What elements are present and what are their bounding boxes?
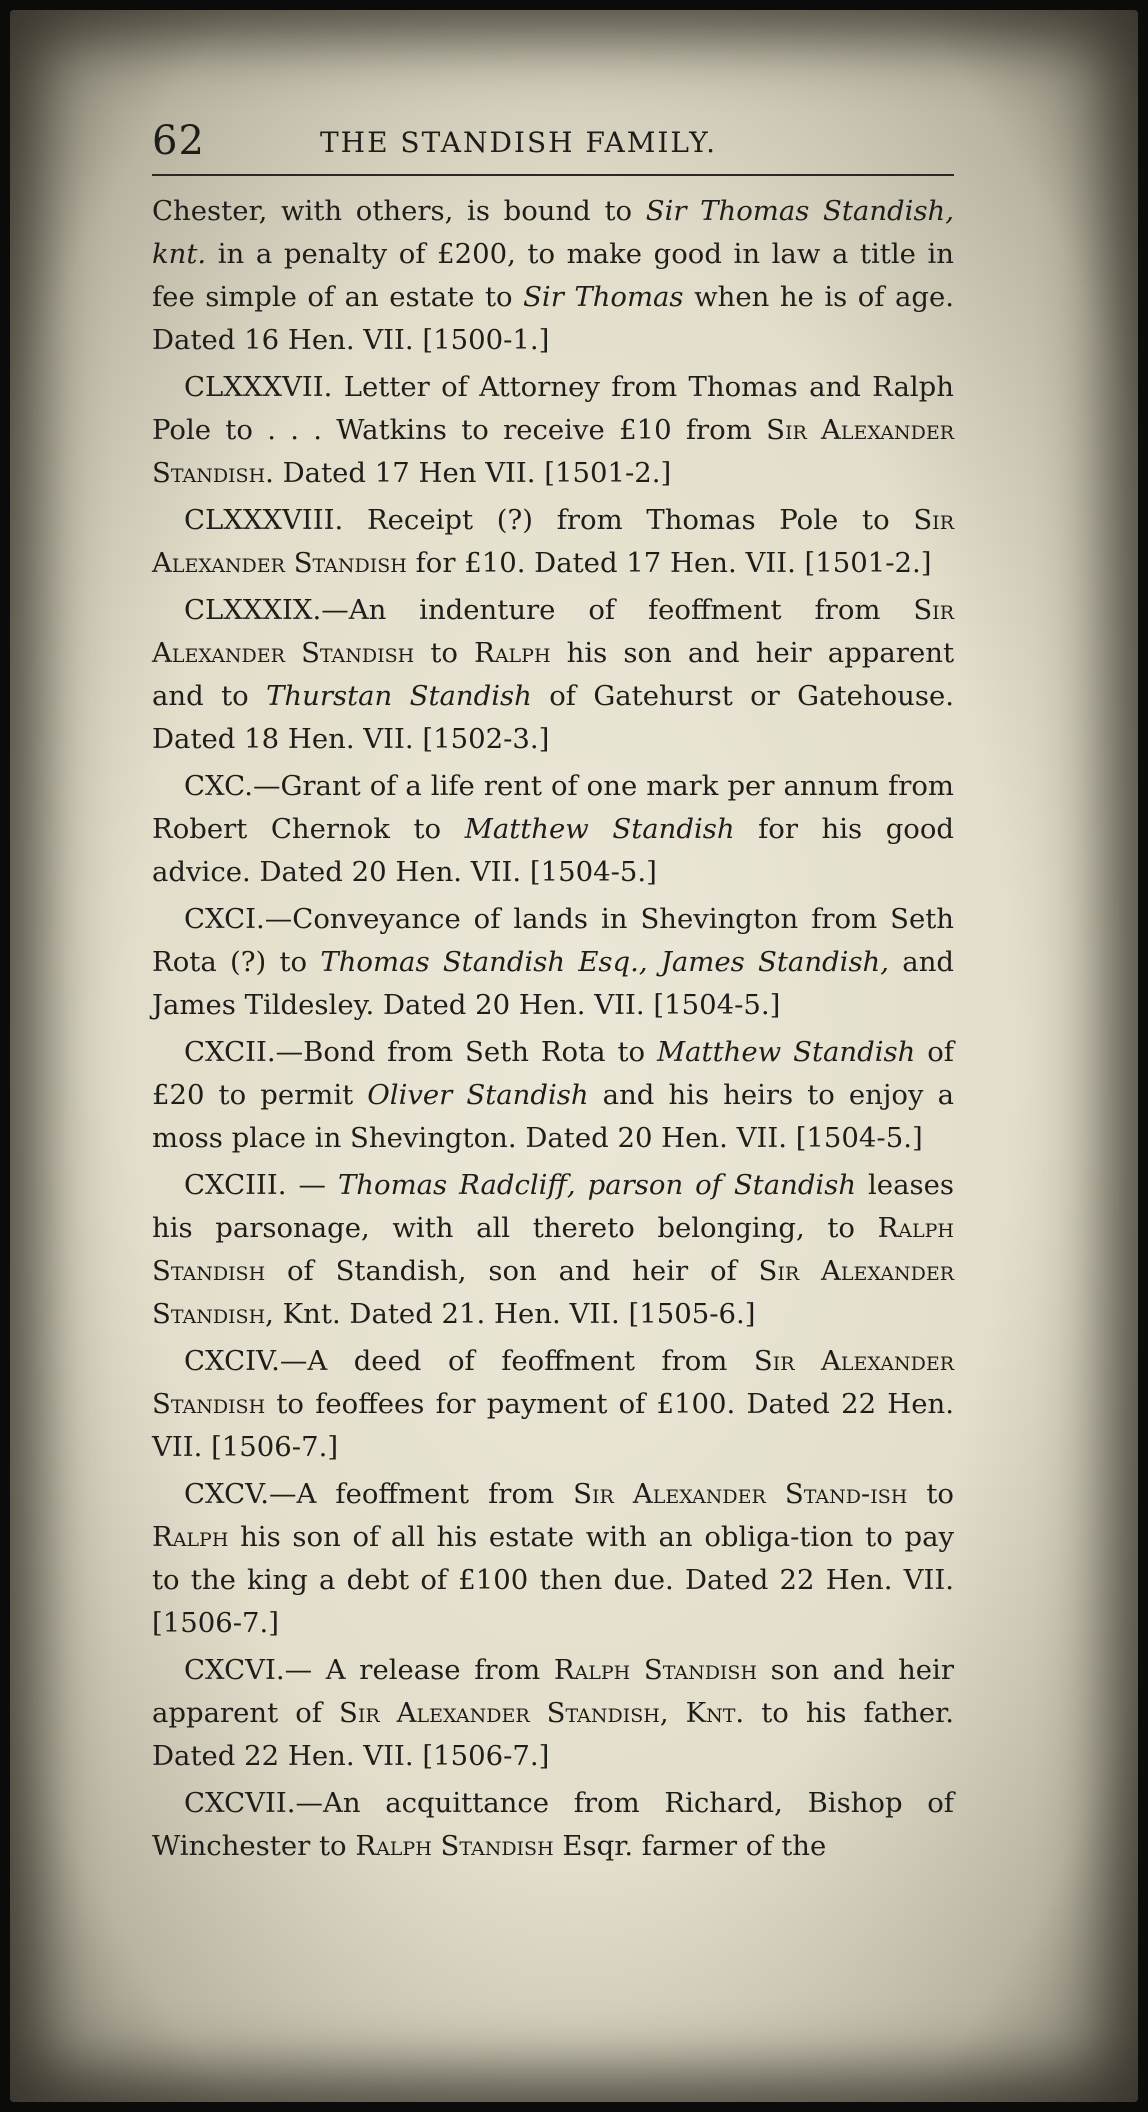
italic-text: Sir Thomas Standish, knt.	[152, 195, 955, 270]
text-run: Dated 17 Hen VII. [1501-2.]	[273, 457, 672, 489]
italic-text: Matthew Standish	[464, 813, 735, 845]
small-caps-name: Ralph Standish	[152, 1212, 954, 1287]
text-run: CLXXXIX.—An indenture of feoffment from	[184, 594, 914, 626]
text-run: CXC.—Grant of a life rent of one mark per annum from Robert Chernok to	[152, 770, 954, 845]
text-run: to	[414, 637, 475, 669]
text-run: CXCV.—A feoffment from	[184, 1478, 574, 1510]
small-caps-name: Sir Alexander Standish	[152, 1345, 955, 1420]
small-caps-name: Sir Alexander Stand-ish	[573, 1478, 908, 1510]
entry-paragraph	[152, 1031, 954, 1160]
entry-paragraph	[152, 589, 954, 761]
text-run: CXCIII. —	[184, 1169, 338, 1201]
small-caps-name: Sir Alexander Standish.	[152, 414, 954, 489]
italic-text: Thomas Standish Esq., James Standish,	[320, 946, 890, 978]
entry-paragraph	[152, 1649, 954, 1778]
text-run: leases his parsonage, with all thereto belonging, to	[152, 1169, 954, 1244]
entry-paragraph	[152, 1164, 954, 1336]
text-run: CLXXXVII. Letter of Attorney from Thomas and Ralph Pole to . . . Watkins to receive £10 from	[152, 371, 954, 446]
italic-text: Thomas Radcliff, parson of Standish	[337, 1169, 857, 1201]
text-run: in a penalty of £200, to make good in law a title in fee simple of an estate to	[152, 238, 954, 313]
entry-paragraph	[152, 1782, 954, 1868]
small-caps-name: Sir Alexander Standish	[152, 594, 954, 669]
running-head: THE STANDISH FAMILY.	[320, 126, 718, 159]
text-run: CLXXXVIII. Receipt (?) from Thomas Pole to	[184, 504, 914, 536]
page-number: 62	[152, 118, 205, 164]
text-run: son and heir apparent of	[152, 1654, 954, 1729]
text-run: for £10. Dated 17 Hen. VII. [1501-2.]	[406, 547, 932, 579]
entry-paragraph	[152, 765, 954, 894]
text-run: of Standish, son and heir of	[265, 1255, 759, 1287]
italic-text: Thurstan Standish	[266, 680, 532, 712]
text-run: and James Tildesley. Dated 20 Hen. VII. [1504-5.]	[152, 946, 955, 1021]
entry-paragraph	[152, 1340, 954, 1469]
text-run: CXCII.—Bond from Seth Rota to	[184, 1036, 657, 1068]
text-run: CXCVII.—An acquittance from Richard, Bishop of Winchester to	[152, 1787, 954, 1862]
text-run: Chester, with others, is bound to	[152, 195, 646, 227]
entry-paragraph	[152, 898, 954, 1027]
page-body	[152, 190, 954, 1868]
small-caps-name: Ralph Standish	[553, 1654, 758, 1686]
text-run: to	[907, 1478, 954, 1510]
text-run: for his good advice. Dated 20 Hen. VII. [1504-5.]	[152, 813, 955, 888]
text-run: when he is of age. Dated 16 Hen. VII. [1500-1.]	[152, 281, 954, 356]
small-caps-name: Sir Alexander Standish	[152, 504, 954, 579]
small-caps-name: Sir Alexander Standish,	[152, 1255, 954, 1330]
text-run: to feoffees for payment of £100. Dated 22 Hen. VII. [1506-7.]	[152, 1388, 954, 1463]
text-run: CXCI.—Conveyance of lands in Shevington from Seth Rota (?) to	[152, 903, 954, 978]
text-run: CXCVI.— A release from	[184, 1654, 554, 1686]
text-run: of £20 to permit	[152, 1036, 954, 1111]
entry-paragraph	[152, 1473, 954, 1645]
text-run: his son of all his estate with an obliga-tion to pay to the king a debt of £100 then due. Dated 22 Hen. VII. [1506-7.]	[152, 1521, 954, 1639]
text-run: CXCIV.—A deed of feoffment from	[184, 1345, 754, 1377]
italic-text: Matthew Standish	[657, 1036, 916, 1068]
small-caps-name: Ralph Standish	[355, 1830, 554, 1862]
small-caps-name: Ralph	[474, 637, 551, 669]
small-caps-name: Ralph	[152, 1521, 229, 1553]
photo-frame	[10, 10, 1138, 2102]
text-run: of Gatehurst or Gatehouse. Dated 18 Hen. VII. [1502-3.]	[152, 680, 954, 755]
page-header	[152, 110, 954, 176]
text-run: his son and heir apparent and to	[152, 637, 954, 712]
book-page	[152, 110, 954, 1872]
text-run: to his father. Dated 22 Hen. VII. [1506-7.]	[152, 1697, 954, 1772]
entry-paragraph	[152, 190, 954, 362]
small-caps-name: Sir Alexander Standish, Knt.	[339, 1697, 745, 1729]
italic-text: Oliver Standish	[367, 1079, 589, 1111]
text-run: Knt. Dated 21. Hen. VII. [1505-6.]	[273, 1298, 756, 1330]
entry-paragraph	[152, 499, 954, 585]
italic-text: Sir Thomas	[523, 281, 684, 313]
text-run: Esqr. farmer of the	[553, 1830, 827, 1862]
text-run: and his heirs to enjoy a moss place in Shevington. Dated 20 Hen. VII. [1504-5.]	[152, 1079, 954, 1154]
entry-paragraph	[152, 366, 954, 495]
